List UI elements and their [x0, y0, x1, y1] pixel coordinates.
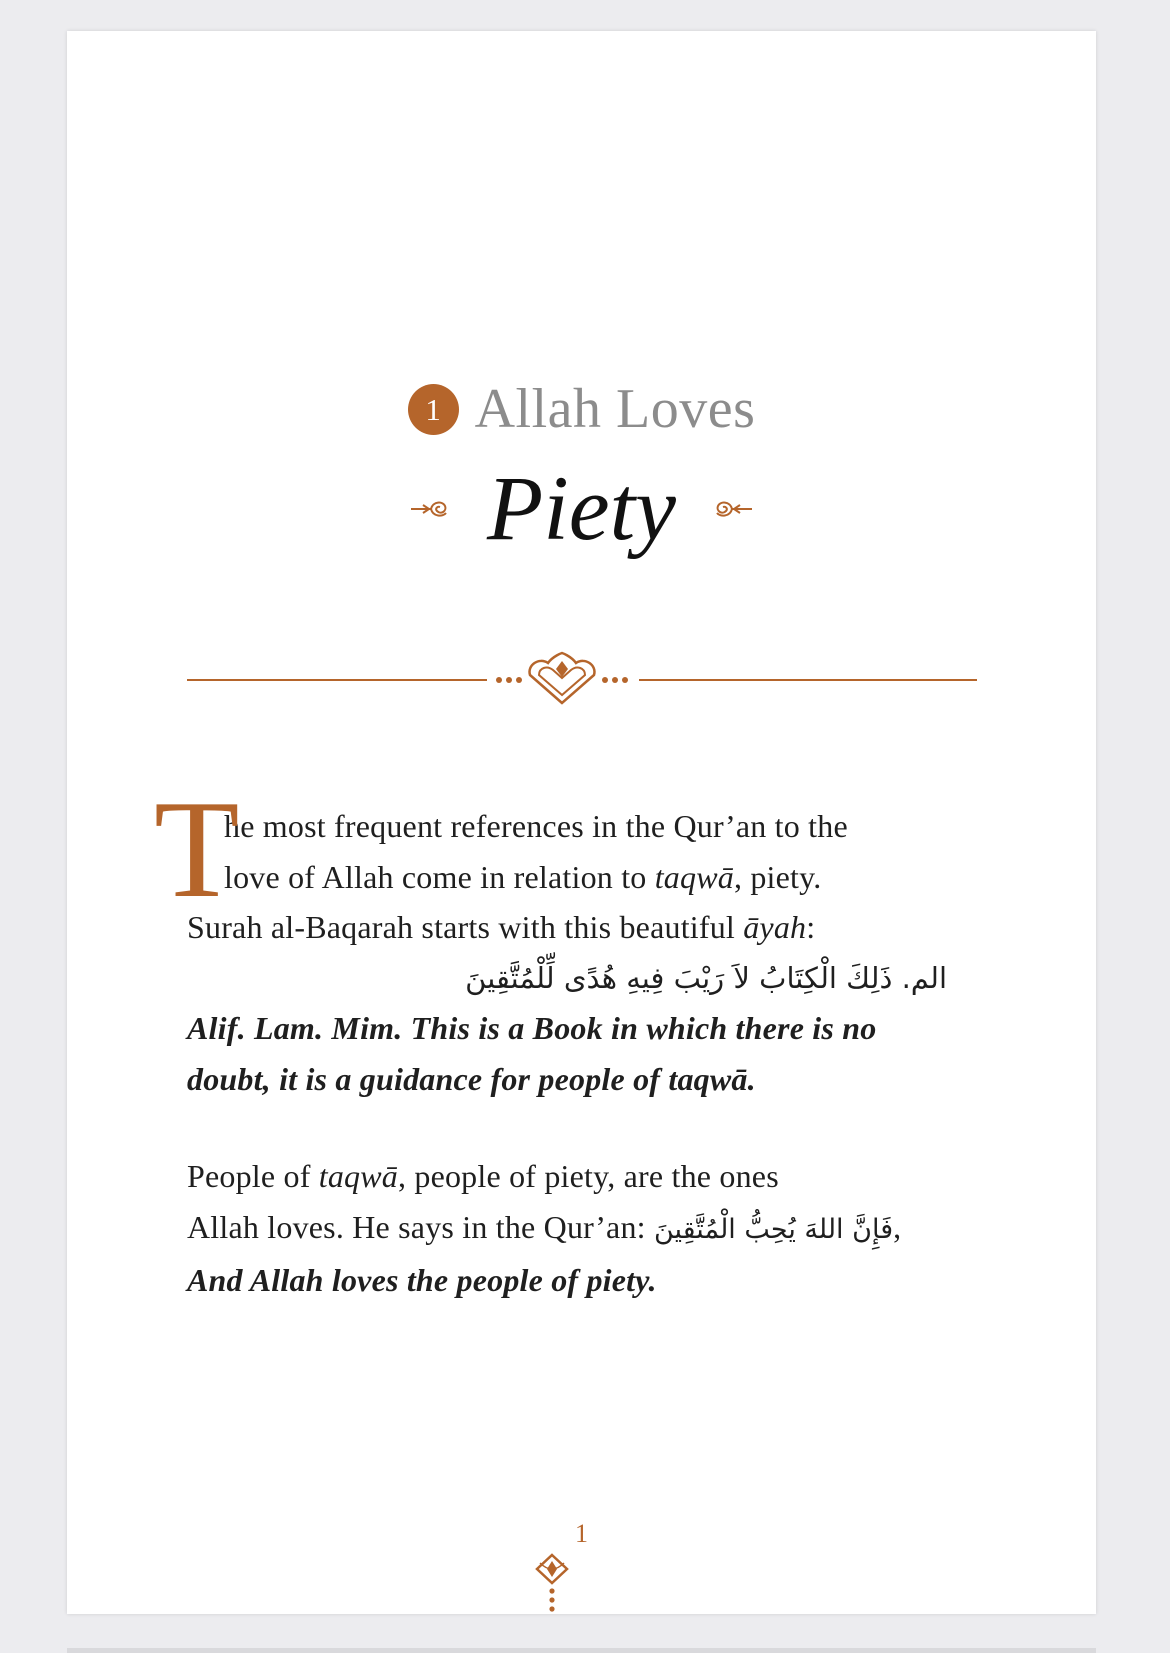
paragraph-2-line-1 — [187, 1151, 987, 1202]
verse-translation-2: And Allah loves the people of piety. — [187, 1262, 657, 1298]
text-run: Allah loves. He says in the Qur’an: — [187, 1208, 654, 1245]
page-number: 1 — [575, 1519, 588, 1548]
italic-term: taqwā — [654, 858, 734, 895]
title-row — [67, 456, 1096, 562]
chapter-kicker: Allah Loves — [474, 378, 756, 440]
chapter-heading — [67, 378, 1096, 440]
arabic-verse: الم. ذَلِكَ الْكِتَابُ لاَ رَيْبَ فِيهِ هُدًى لِّلْمُتَّقِينَ — [465, 960, 947, 995]
verse-translation-line-1: Alif. Lam. Mim. This is a Book in which there is no — [187, 1010, 877, 1046]
italic-term: taqwā — [318, 1158, 398, 1194]
footer-ornament-icon — [534, 1553, 570, 1619]
book-page — [67, 31, 1096, 1614]
heart-ornament-icon — [530, 653, 595, 703]
drop-cap: T — [154, 772, 240, 927]
text-run: , people of piety, are the ones — [397, 1158, 779, 1194]
arabic-inline-verse: فَإِنَّ اللهَ يُحِبُّ الْمُتَّقِينَ — [653, 1213, 894, 1245]
paragraph-1-line-1: he most frequent references in the Qur’an to the — [224, 808, 848, 844]
text-run: , piety. — [733, 858, 822, 895]
italic-term: āyah — [743, 909, 807, 945]
paragraph-1-line-3 — [187, 902, 987, 953]
left-flourish-icon — [409, 496, 453, 522]
body-text — [154, 772, 987, 1306]
paragraph-gap — [187, 1104, 987, 1151]
paragraph-1-line-2 — [187, 852, 987, 903]
text-run: , — [893, 1208, 902, 1245]
right-flourish-icon — [710, 496, 754, 522]
verse-translation-line-2: doubt, it is a guidance for people of taqwā. — [187, 1060, 756, 1097]
text-run: love of Allah come in relation to — [224, 858, 655, 895]
next-page-edge — [67, 1648, 1096, 1653]
chapter-title: Piety — [487, 457, 676, 559]
paragraph-2 — [187, 1151, 987, 1306]
paragraph-1 — [154, 772, 987, 1104]
text-run: Surah al-Baqarah starts with this beautiful — [187, 909, 744, 945]
text-run: : — [806, 909, 816, 945]
chapter-number-badge: 1 — [408, 384, 459, 435]
paragraph-2-line-2 — [187, 1202, 987, 1256]
ornamental-divider — [187, 651, 977, 711]
text-run: People of — [187, 1158, 319, 1194]
